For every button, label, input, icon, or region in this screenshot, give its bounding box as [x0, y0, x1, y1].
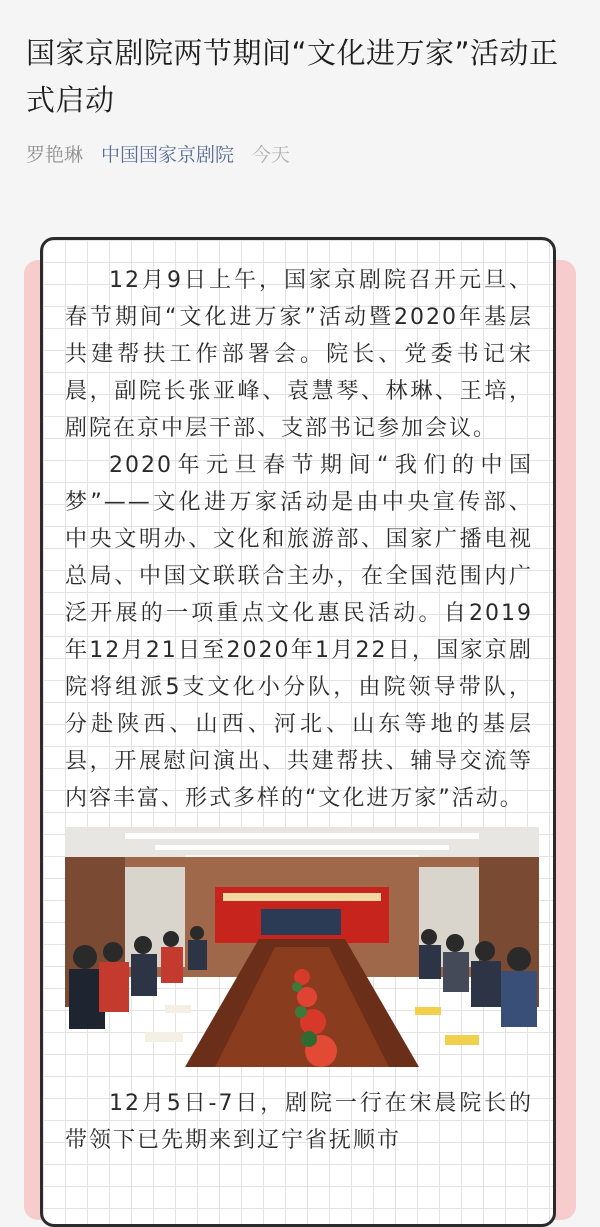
article-card	[40, 237, 556, 1227]
article-title: 国家京剧院两节期间“文化进万家”活动正式启动	[26, 36, 559, 117]
paragraph-1: 12月9日上午，国家京剧院召开元旦、春节期间“文化进万家”活动暨2020年基层共建帮扶工作部署会。院长、党委书记宋晨，副院长张亚峰、袁慧琴、林琳、王培，剧院在京中层干部、支部书记参加会议。	[65, 268, 533, 441]
author-name: 罗艳琳	[26, 144, 84, 166]
meeting-photo[interactable]	[65, 827, 539, 1071]
paragraph-2: 2020年元旦春节期间“我们的中国梦”——文化进万家活动是由中央宣传部、中央文明办、文化和旅游部、国家广播电视总局、中国文联联合主办，在全国范围内广泛开展的一项重点文化惠民活动。自2019年12月21日至2020年1月22日，国家京剧院将组派5支文化小分队，由院领导带队，分赴陕西、山西、河北、山东等地的基层县，开展慰问演出、共建帮扶、辅导交流等内容丰富、形式多样的“文化进万家”活动。	[65, 453, 533, 811]
publish-time: 今天	[252, 144, 291, 166]
account-link[interactable]: 中国国家京剧院	[101, 144, 235, 166]
article-header	[0, 0, 600, 167]
article-body	[43, 240, 553, 1159]
paragraph-3: 12月5日-7日，剧院一行在宋晨院长的带领下已先期来到辽宁省抚顺市	[65, 1091, 533, 1153]
meeting-photo-illustration	[65, 827, 539, 1071]
article-meta	[26, 140, 574, 167]
